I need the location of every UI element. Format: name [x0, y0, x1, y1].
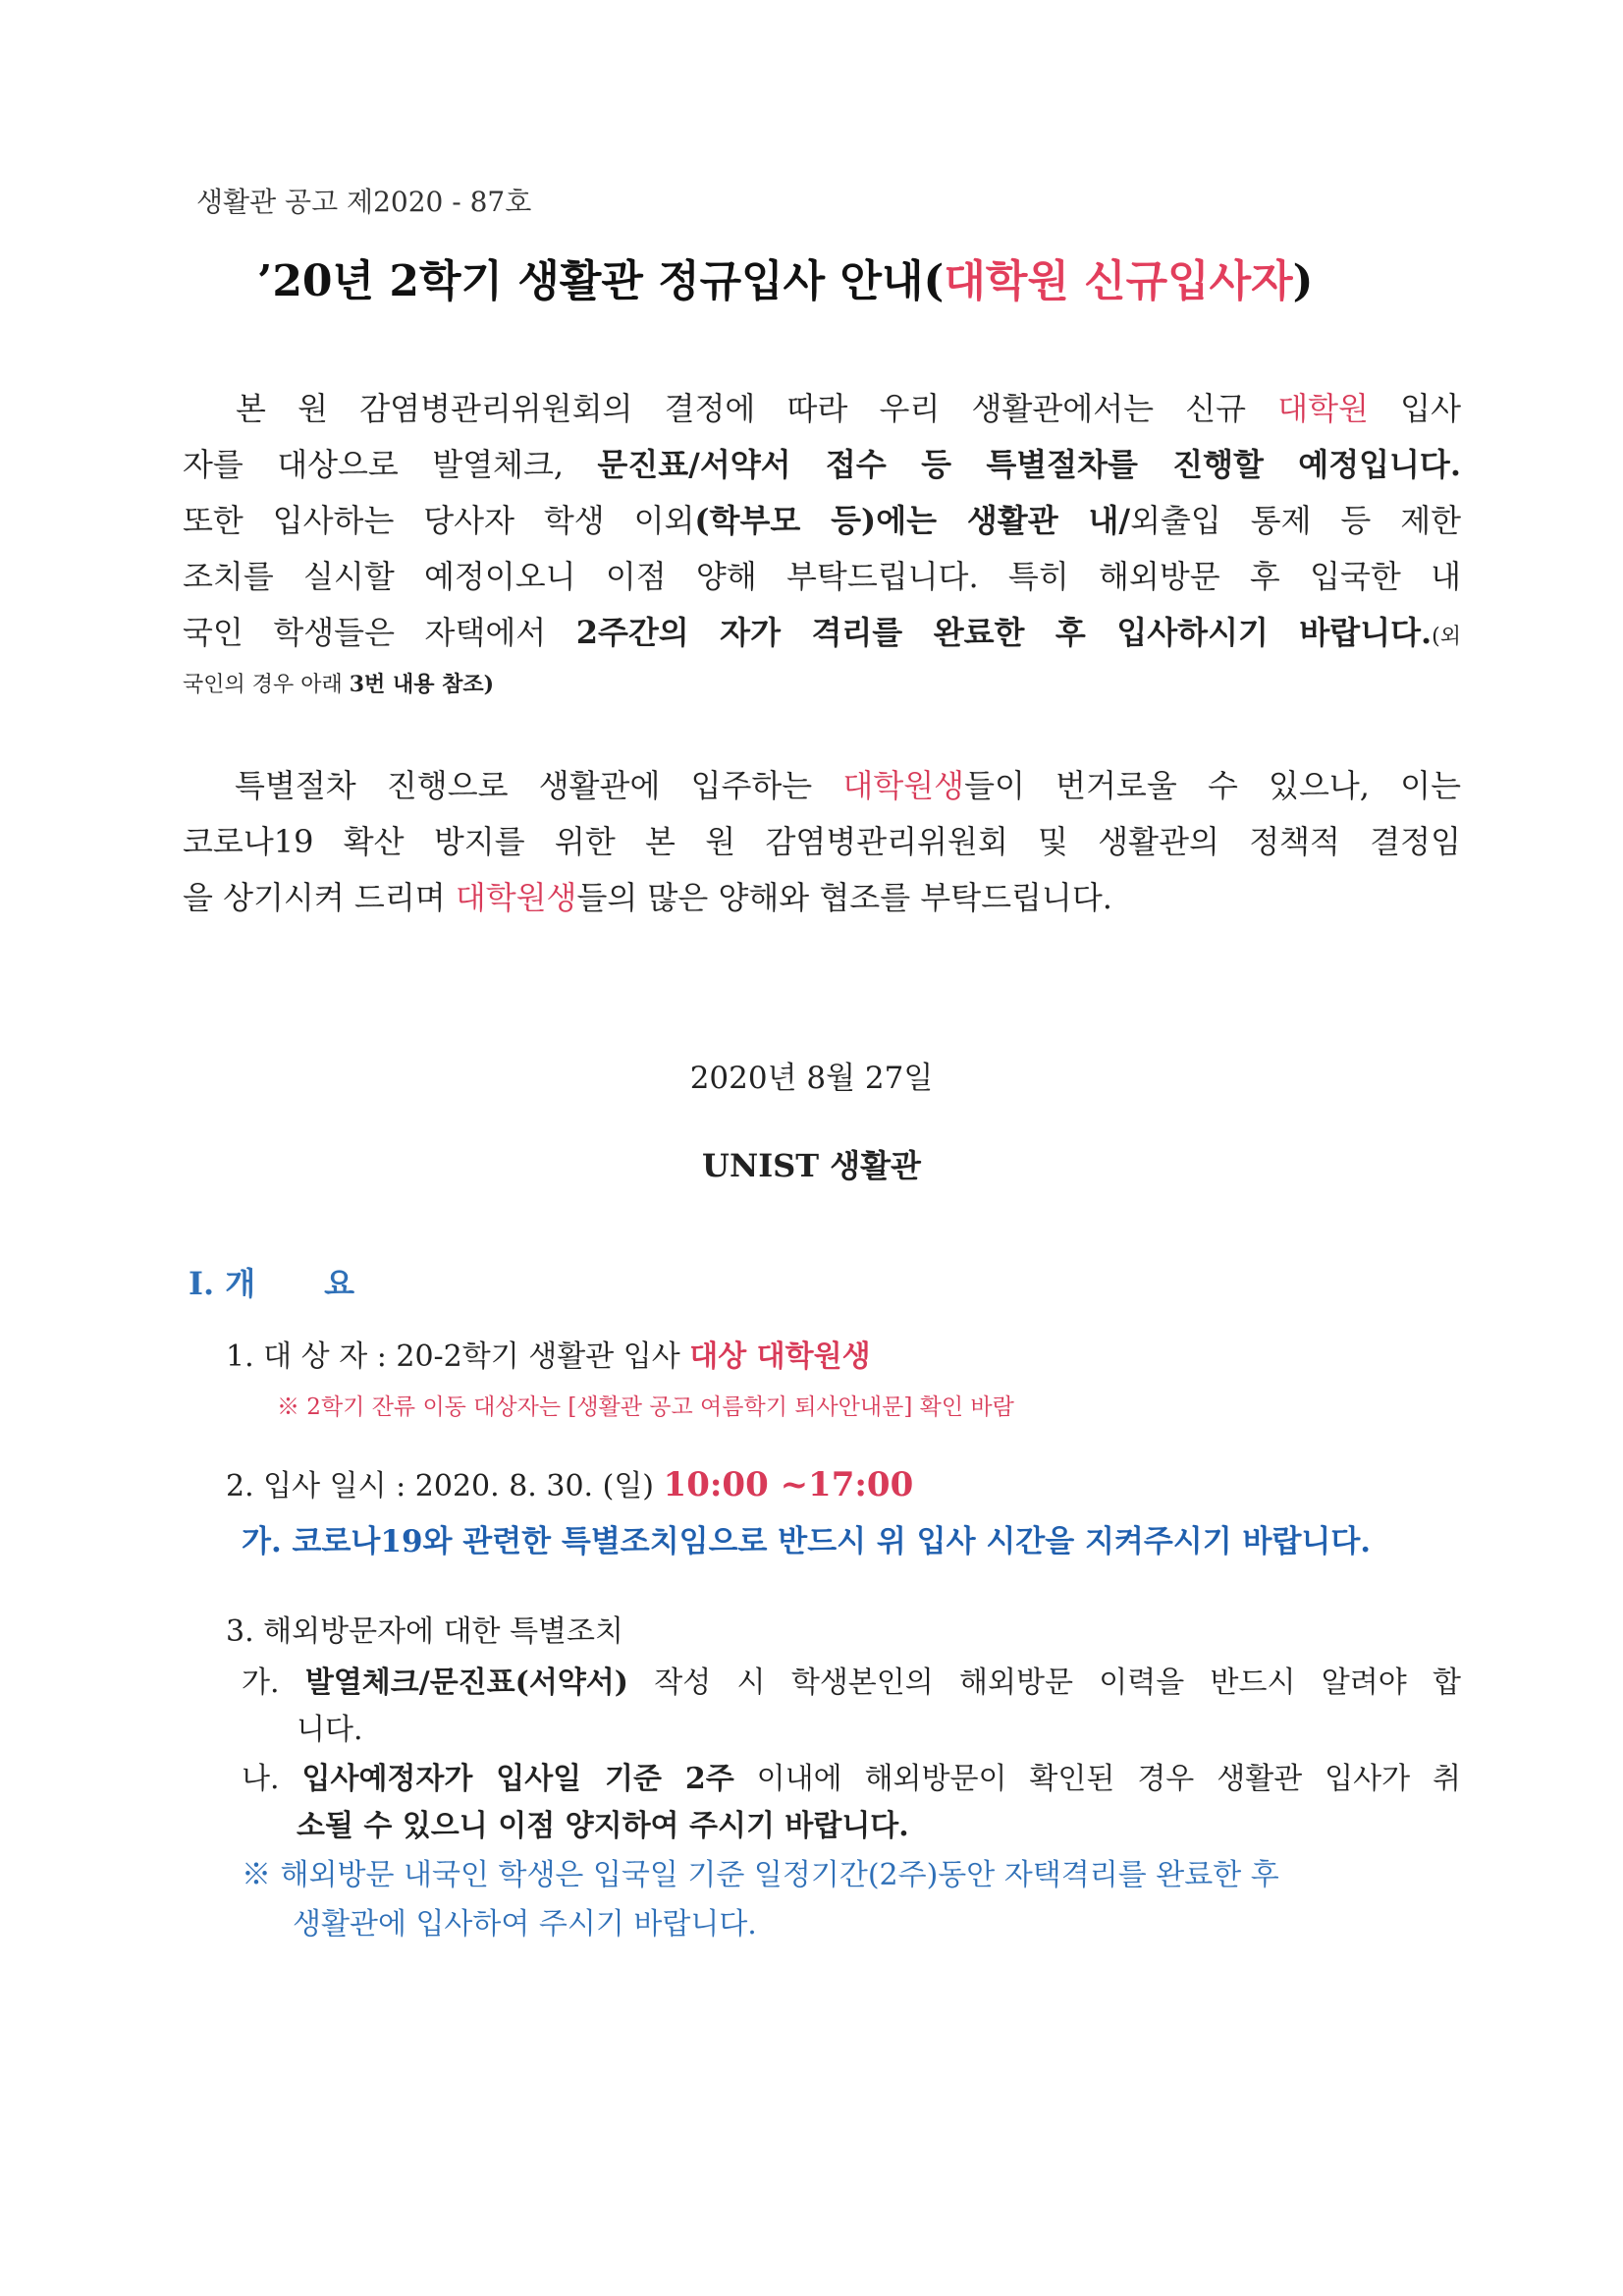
overseas-note-line-1: ※ 해외방문 내국인 학생은 입국일 기준 일정기간(2주)동안 자택격리를 완료한 후: [242, 1858, 1279, 1892]
policy-line-2: 코로나19 확산 방지를 위한 본 원 감염병관리위원회 및 생활관의 정책적 결정임: [183, 823, 1461, 860]
intro-paragraph: [183, 381, 1461, 705]
item-target: 1. 대 상 자 : 20-2학기 생활관 입사 대상 대학원생: [226, 1339, 871, 1374]
title-close: ): [1292, 256, 1314, 306]
intro-line-6: 국인의 경우 아래 3번 내용 참조): [183, 672, 495, 697]
title-highlight: 대학원 신규입사자: [944, 256, 1293, 306]
policy-line-1: 특별절차 진행으로 생활관에 입주하는 대학원생들이 번거로울 수 있으나, 이는: [235, 767, 1461, 804]
section-heading-overview: Ⅰ. 개 요: [189, 1265, 355, 1302]
overseas-note-line-2: 생활관에 입사하여 주시기 바랍니다.: [293, 1907, 757, 1941]
intro-line-5: 국인 학생들은 자택에서 2주간의 자가 격리를 완료한 후 입사하시기 바랍니다.(외: [183, 614, 1462, 651]
intro-line-2: 자를 대상으로 발열체크, 문진표/서약서 접수 등 특별절차를 진행할 예정입니다.: [183, 446, 1461, 483]
target-highlight: 대상 대학원생: [689, 1339, 871, 1374]
item-check-in-time: 2. 입사 일시 : 2020. 8. 30. (일) 10:00 ~17:00: [226, 1465, 914, 1504]
organization-name: UNIST 생활관: [702, 1147, 921, 1184]
page-title: [257, 246, 1314, 308]
overseas-item-a-cont: 니다.: [297, 1713, 363, 1747]
intro-line-1: 본 원 감염병관리위원회의 결정에 따라 우리 생활관에서는 신규 대학원 입사: [236, 390, 1461, 427]
overseas-item-a: 가. 발열체크/문진표(서약서) 작성 시 학생본인의 해외방문 이력을 반드시 알려야 합: [242, 1666, 1461, 1700]
check-in-time: 10:00 ~17:00: [663, 1465, 914, 1504]
policy-paragraph: [183, 758, 1461, 926]
notice-date: 2020년 8월 27일: [689, 1061, 934, 1096]
intro-line-3: 또한 입사하는 당사자 학생 이외(학부모 등)에는 생활관 내/외출입 통제 등 제한: [183, 502, 1462, 539]
check-in-time-note: 가. 코로나19와 관련한 특별조치임으로 반드시 위 입사 시간을 지켜주시기 바랍니다.: [242, 1524, 1372, 1559]
intro-line-4: 조치를 실시할 예정이오니 이점 양해 부탁드립니다. 특히 해외방문 후 입국한 내: [183, 558, 1461, 595]
item-overseas-heading: 3. 해외방문자에 대한 특별조치: [226, 1614, 623, 1649]
title-main: ’20년 2학기 생활관 정규입사 안내(: [257, 256, 945, 306]
overseas-item-b: 나. 입사예정자가 입사일 기준 2주 이내에 해외방문이 확인된 경우 생활관 입사가 취: [242, 1762, 1462, 1796]
notice-number: 생활관 공고 제2020 - 87호: [196, 186, 532, 218]
policy-line-3: 을 상기시켜 드리며 대학원생들의 많은 양해와 협조를 부탁드립니다.: [183, 879, 1112, 916]
target-note: ※ 2학기 잔류 이동 대상자는 [생활관 공고 여름학기 퇴사안내문] 확인 바람: [277, 1394, 1014, 1420]
intro-highlight: 대학원: [1277, 390, 1369, 427]
overseas-item-b-cont: 소될 수 있으니 이점 양지하여 주시기 바랍니다.: [297, 1809, 909, 1843]
